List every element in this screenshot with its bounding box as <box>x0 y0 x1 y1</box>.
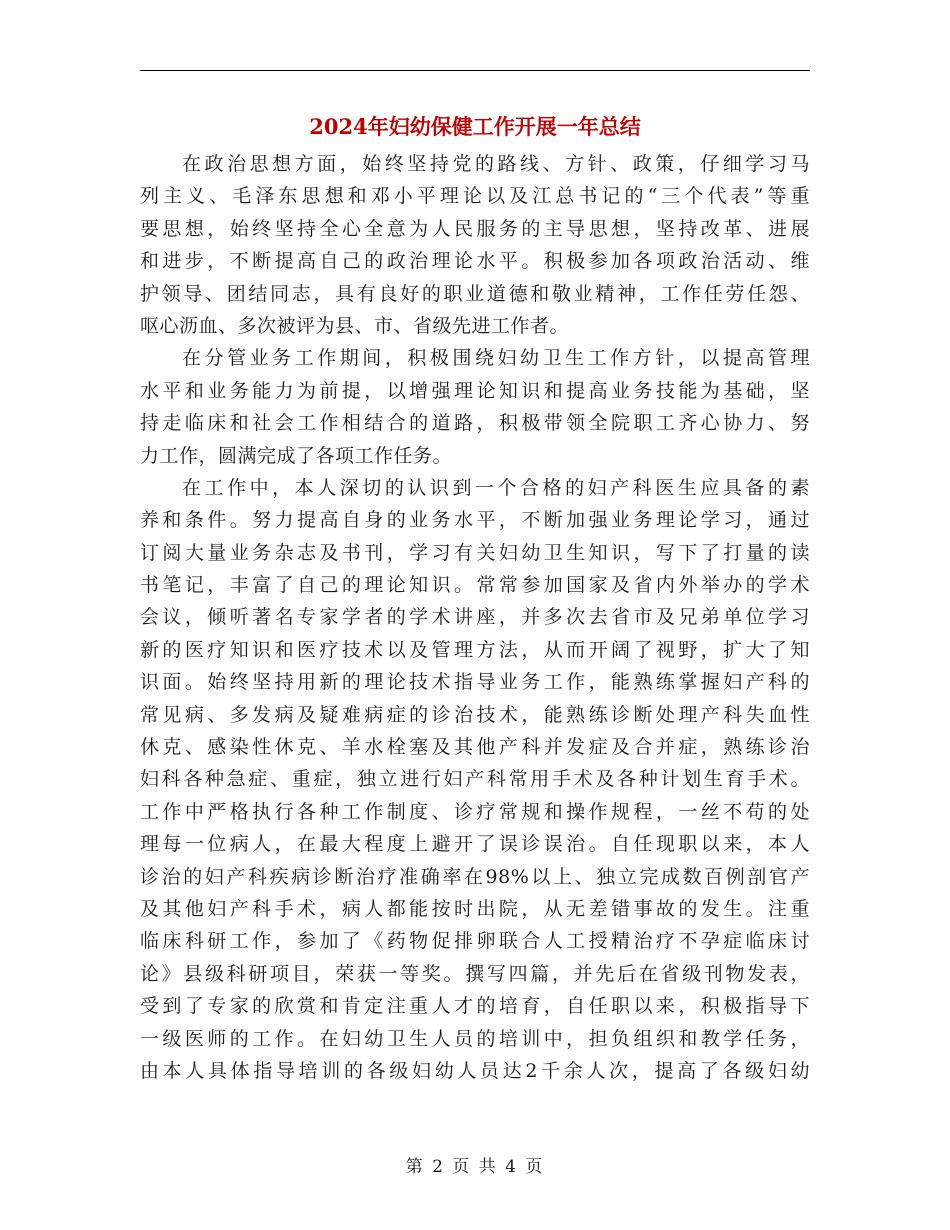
body-line: 新的医疗知识和医疗技术以及管理方法，从而开阔了视野，扩大了知 <box>140 638 810 661</box>
page-number: 第 2 页 共 4 页 <box>405 1157 545 1177</box>
body-line: 在工作中，本人深切的认识到一个合格的妇产科医生应具备的素 <box>182 476 810 499</box>
body-line: 在分管业务工作期间，积极围绕妇幼卫生工作方针，以提高管理 <box>182 347 810 370</box>
body-line: 受到了专家的欣赏和肯定注重人才的培育，自任职以来，积极指导下 <box>140 995 810 1018</box>
body-line: 和进步，不断提高自己的政治理论水平。积极参加各项政治活动、维 <box>140 250 810 273</box>
body-line: 在政治思想方面，始终坚持党的路线、方针、政策，仔细学习马 <box>182 153 810 175</box>
body-line: 休克、感染性休克、羊水栓塞及其他产科并发症及合并症，熟练诊治 <box>140 736 810 759</box>
body-line: 临床科研工作，参加了《药物促排卵联合人工授精治疗不孕症临床讨 <box>140 930 810 953</box>
body-line: 一级医师的工作。在妇幼卫生人员的培训中，担负组织和教学任务， <box>140 1027 810 1050</box>
body-line: 要思想，始终坚持全心全意为人民服务的主导思想，坚持改革、进展 <box>140 217 810 240</box>
body-line: 列主义、毛泽东思想和邓小平理论以及江总书记的“三个代表”等重 <box>140 185 810 208</box>
body-line: 识面。始终坚持用新的理论技术指导业务工作，能熟练掌握妇产科的 <box>140 671 810 694</box>
body-line: 诊治的妇产科疾病诊断治疗准确率在98%以上、独立完成数百例剖官产 <box>140 865 810 888</box>
document-body <box>140 148 810 1087</box>
header-rule <box>140 70 810 71</box>
body-line: 护领导、团结同志，具有良好的职业道德和敬业精神，工作任劳任怨、 <box>140 282 810 305</box>
document-title: 2024年妇幼保健工作开展一年总结 <box>309 114 641 139</box>
body-line: 工作中严格执行各种工作制度、诊疗常规和操作规程，一丝不苟的处 <box>140 800 810 823</box>
body-line: 妇科各种急症、重症，独立进行妇产科常用手术及各种计划生育手术。 <box>140 768 810 791</box>
body-line: 由本人具体指导培训的各级妇幼人员达2千余人次，提高了各级妇幼 <box>140 1059 810 1082</box>
body-line: 理每一位病人，在最大程度上避开了误诊误治。自任现职以来，本人 <box>140 833 810 856</box>
body-line: 书笔记，丰富了自己的理论知识。常常参加国家及省内外举办的学术 <box>140 574 810 597</box>
body-line: 养和条件。努力提高自身的业务水平，不断加强业务理论学习，通过 <box>140 509 810 532</box>
body-line: 及其他妇产科手术，病人都能按时出院，从无差错事故的发生。注重 <box>140 897 810 920</box>
body-line: 持走临床和社会工作相结合的道路，积极带领全院职工齐心协力、努 <box>140 412 810 435</box>
body-line: 论》县级科研项目，荣获一等奖。撰写四篇，并先后在省级刊物发表， <box>140 962 810 985</box>
body-line: 会议，倾听著名专家学者的学术讲座，并多次去省市及兄弟单位学习 <box>140 606 810 629</box>
body-line: 力工作，圆满完成了各项工作任务。 <box>140 444 453 467</box>
body-line: 常见病、多发病及疑难病症的诊治技术，能熟练诊断处理产科失血性 <box>140 703 810 726</box>
body-line: 呕心沥血、多次被评为县、市、省级先进工作者。 <box>140 314 570 337</box>
body-line: 水平和业务能力为前提，以增强理论知识和提高业务技能为基础，坚 <box>140 379 810 402</box>
body-line: 订阅大量业务杂志及书刊，学习有关妇幼卫生知识，写下了打量的读 <box>140 541 810 564</box>
